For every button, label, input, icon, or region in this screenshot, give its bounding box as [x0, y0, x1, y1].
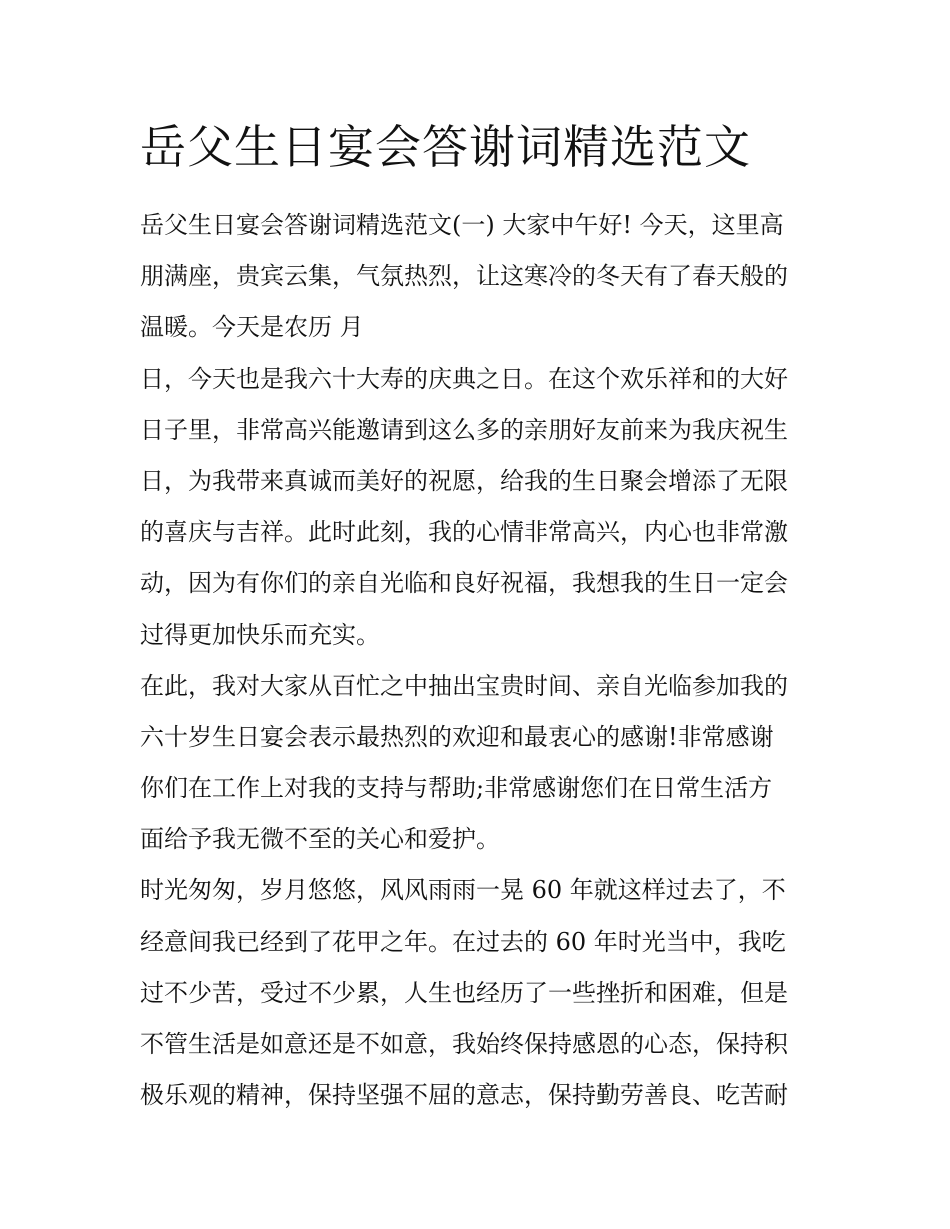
body-line: 极乐观的精神，保持坚强不屈的意志，保持勤劳善良、吃苦耐: [140, 1081, 788, 1110]
body-line: 动，因为有你们的亲自光临和良好祝福，我想我的生日一定会: [140, 569, 788, 598]
body-line: 在此，我对大家从百忙之中抽出宝贵时间、亲自光临参加我的: [140, 671, 788, 700]
document-title: 岳父生日宴会答谢词精选范文: [140, 120, 751, 174]
body-line: 你们在工作上对我的支持与帮助;非常感谢您们在日常生活方: [140, 774, 773, 803]
body-line: 岳父生日宴会答谢词精选范文(一) 大家中午好! 今天，这里高: [140, 211, 784, 239]
body-line: 不管生活是如意还是不如意，我始终保持感恩的心态，保持积: [140, 1030, 788, 1058]
body-line: 过不少苦，受过不少累，人生也经历了一些挫折和困难，但是: [140, 978, 788, 1007]
body-line: 六十岁生日宴会表示最热烈的欢迎和最衷心的感谢!非常感谢: [140, 722, 774, 751]
body-line: 的喜庆与吉祥。此时此刻，我的心情非常高兴，内心也非常激: [140, 518, 788, 547]
document-body: [140, 200, 820, 1121]
body-line: 经意间我已经到了花甲之年。在过去的 60 年时光当中，我吃: [140, 927, 786, 956]
body-line: 日，今天也是我六十大寿的庆典之日。在这个欢乐祥和的大好: [140, 364, 788, 393]
body-line: 日子里，非常高兴能邀请到这么多的亲朋好友前来为我庆祝生: [140, 415, 788, 444]
body-line: 日，为我带来真诚而美好的祝愿，给我的生日聚会增添了无限: [140, 466, 788, 495]
body-line: 时光匆匆，岁月悠悠，风风雨雨一晃 60 年就这样过去了，不: [140, 876, 786, 905]
body-line: 面给予我无微不至的关心和爱护。: [140, 825, 500, 854]
body-line: 过得更加快乐而充实。: [140, 620, 380, 649]
body-line: 温暖。今天是农历 月: [140, 313, 364, 342]
body-line: 朋满座，贵宾云集，气氛热烈，让这寒冷的冬天有了春天般的: [140, 262, 788, 291]
